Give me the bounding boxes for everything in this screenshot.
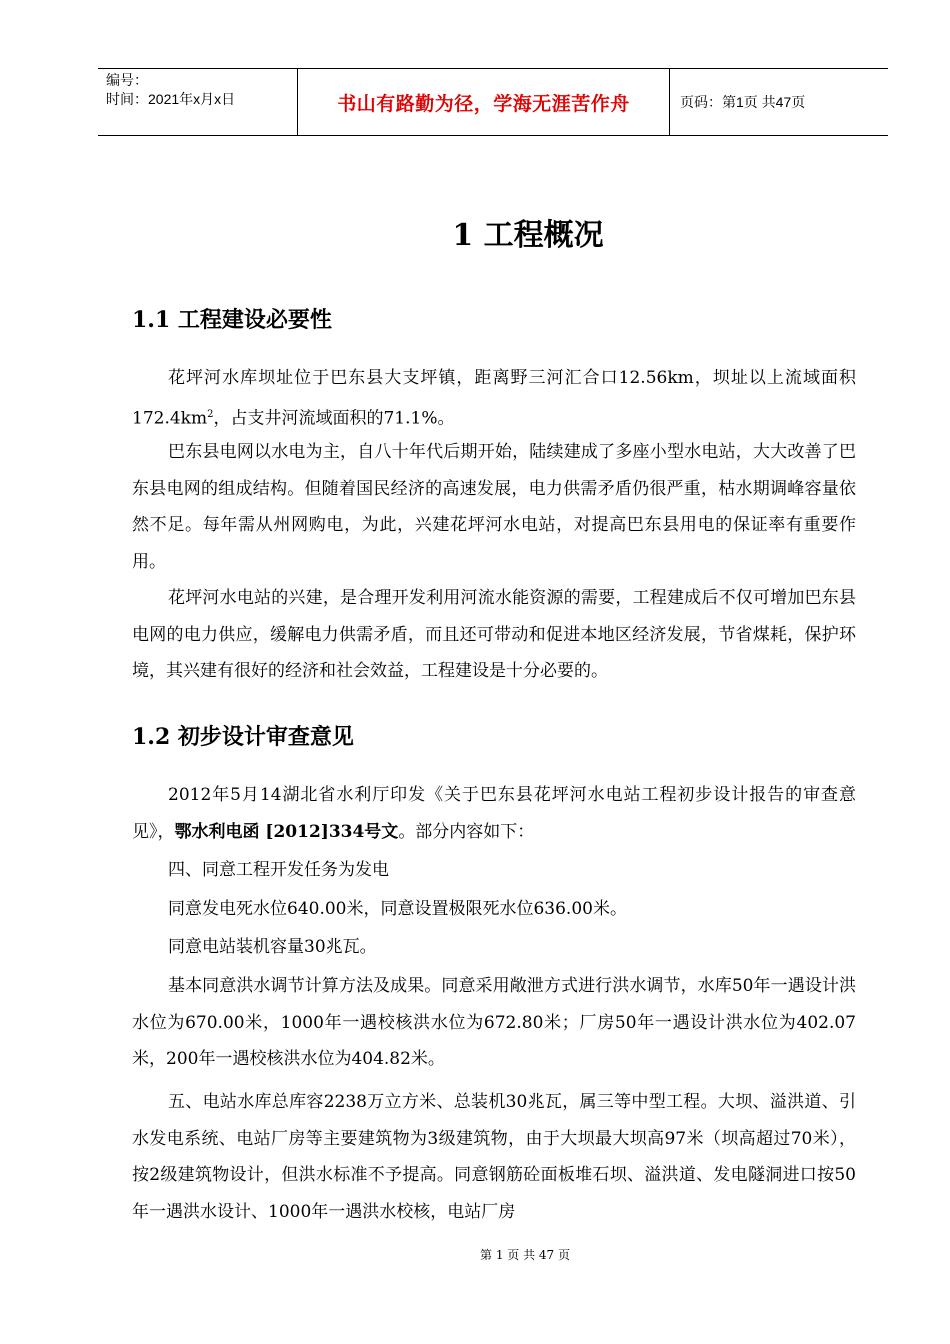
time-label: 时间：2021年x月x日 [106, 91, 236, 107]
paragraph [132, 777, 856, 850]
header-motto: 书山有路勤为径，学海无涯苦作舟 [298, 69, 670, 135]
number-label: 编号： [106, 72, 148, 88]
section-heading-1-2: 1.2 初步设计审查意见 [132, 724, 354, 750]
paragraph-text: 2012年5月14湖北省水利厅印发《关于巴东县花坪河水电站工程初步设计报告的审查意见》， [132, 785, 856, 842]
paragraph-text: ，占支井河流域面积的71.1%。 [213, 408, 455, 429]
paragraph-text: 。部分内容如下： [398, 821, 535, 842]
paragraph [132, 360, 856, 437]
paragraph: 同意电站装机容量30兆瓦。 [168, 937, 377, 957]
paragraph: 五、电站水库总库容2238万立方米、总装机30兆瓦，属三等中型工程。大坝、溢洪道、引水发电系统、电站厂房等主要建筑物为3级建筑物，由于大坝最大坝高97米（坝高超过70米），按2级建筑物设计，但洪水标准不予提高。同意钢筋砼面板堆石坝、溢洪道、发电隧洞进口按50年一遇洪水设计、1000年一遇洪水校核，电站厂房 [132, 1092, 856, 1222]
page-header [98, 68, 888, 136]
header-page-info: 页码：第1页 共47页 [680, 94, 806, 110]
page-footer: 第 1 页 共 47 页 [480, 1248, 570, 1262]
header-meta-cell [98, 69, 298, 135]
document-title: 1 工程概况 [452, 218, 604, 253]
paragraph: 基本同意洪水调节计算方法及成果。同意采用敞泄方式进行洪水调节，水库50年一遇设计洪水位为670.00米，1000年一遇校核洪水位为672.80米；厂房50年一遇设计洪水位为402.07米，200年一遇校核洪水位为404.82米。 [132, 976, 856, 1069]
superscript: 2 [207, 408, 214, 420]
paragraph-text: 花坪河水库坝址位于巴东县大支坪镇，距离野三河汇合口12.56km，坝址以上流域面积172.4km [132, 368, 856, 429]
paragraph: 巴东县电网以水电为主，自八十年代后期开始，陆续建成了多座小型水电站，大大改善了巴东县电网的组成结构。但随着国民经济的高速发展，电力供需矛盾仍很严重，枯水期调峰容量依然不足。每年需从州网购电，为此，兴建花坪河水电站，对提高巴东县用电的保证率有重要作用。 [132, 442, 856, 572]
section-heading-1-1: 1.1 工程建设必要性 [132, 307, 332, 333]
paragraph: 同意发电死水位640.00米，同意设置极限死水位636.00米。 [168, 899, 627, 919]
document-reference: 鄂水利电函 [2012]334号文 [174, 821, 399, 842]
paragraph: 四、同意工程开发任务为发电 [168, 860, 389, 880]
paragraph: 花坪河水电站的兴建，是合理开发利用河流水能资源的需要，工程建成后不仅可增加巴东县电网的电力供应，缓解电力供需矛盾，而且还可带动和促进本地区经济发展，节省煤耗，保护环境，其兴建有很好的经济和社会效益，工程建设是十分必要的。 [132, 588, 856, 681]
